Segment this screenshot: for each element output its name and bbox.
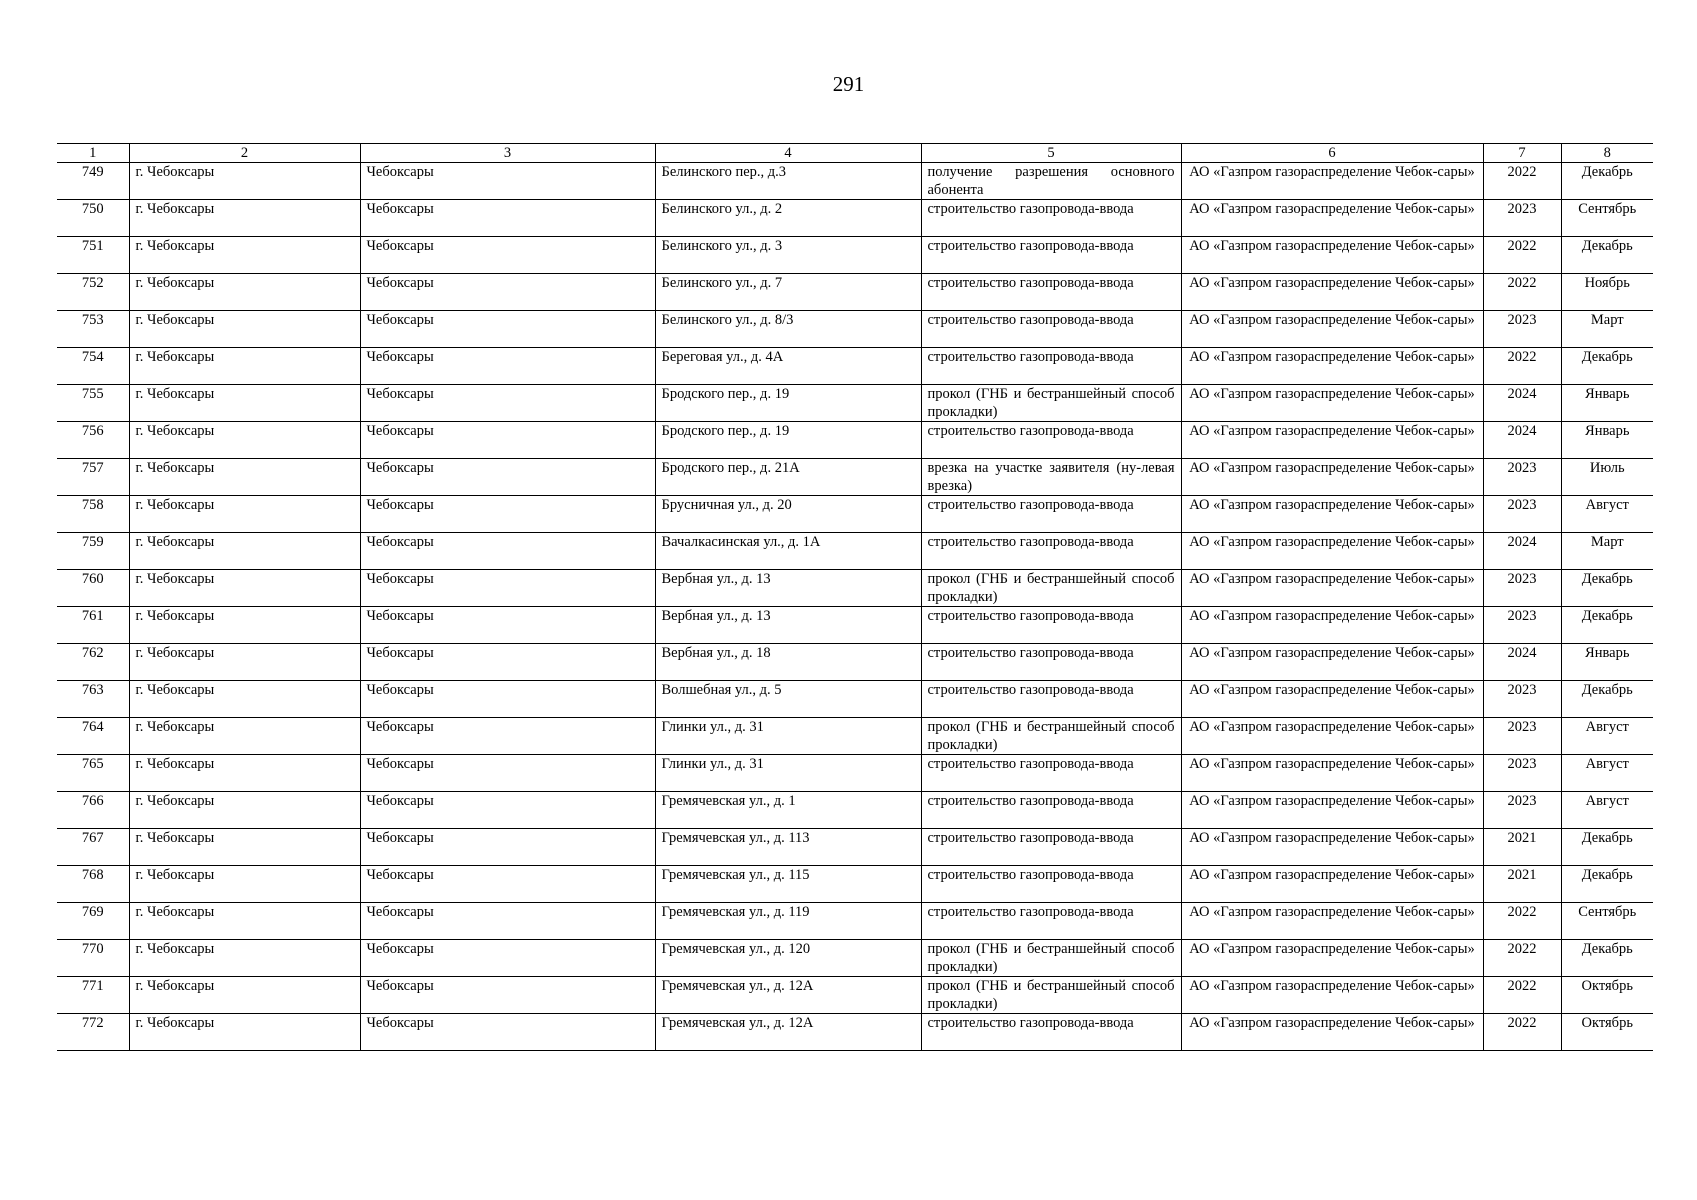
organization-cell: АО «Газпром газораспределение Чебок-сары» [1181,496,1483,533]
organization-cell: АО «Газпром газораспределение Чебок-сары» [1181,459,1483,496]
settlement-cell: Чебоксары [360,644,655,681]
month-cell: Декабрь [1561,940,1653,977]
address-cell: Белинского ул., д. 2 [655,200,921,237]
address-cell: Вачалкасинская ул., д. 1А [655,533,921,570]
organization-cell: АО «Газпром газораспределение Чебок-сары» [1181,200,1483,237]
row-number-cell: 756 [57,422,129,459]
district-cell: г. Чебоксары [129,200,360,237]
district-cell: г. Чебоксары [129,977,360,1014]
month-cell: Декабрь [1561,570,1653,607]
settlement-cell: Чебоксары [360,940,655,977]
address-cell: Гремячевская ул., д. 12А [655,977,921,1014]
address-cell: Глинки ул., д. 31 [655,755,921,792]
year-cell: 2021 [1483,829,1561,866]
column-number-header: 5 [921,144,1181,163]
organization-cell: АО «Газпром газораспределение Чебок-сары» [1181,940,1483,977]
organization-cell: АО «Газпром газораспределение Чебок-сары» [1181,977,1483,1014]
month-cell: Август [1561,496,1653,533]
organization-cell: АО «Газпром газораспределение Чебок-сары» [1181,274,1483,311]
year-cell: 2022 [1483,1014,1561,1051]
work-type-cell: прокол (ГНБ и бестраншейный способ прокладки) [921,570,1181,607]
row-number-cell: 749 [57,163,129,200]
organization-cell: АО «Газпром газораспределение Чебок-сары» [1181,422,1483,459]
district-cell: г. Чебоксары [129,311,360,348]
work-type-cell: строительство газопровода-ввода [921,533,1181,570]
work-type-cell: строительство газопровода-ввода [921,644,1181,681]
organization-cell: АО «Газпром газораспределение Чебок-сары» [1181,903,1483,940]
year-cell: 2022 [1483,977,1561,1014]
table-row [57,459,1653,496]
work-type-cell: прокол (ГНБ и бестраншейный способ прокладки) [921,940,1181,977]
year-cell: 2023 [1483,607,1561,644]
month-cell: Август [1561,718,1653,755]
work-type-cell: строительство газопровода-ввода [921,866,1181,903]
table-row [57,237,1653,274]
year-cell: 2023 [1483,792,1561,829]
work-type-cell: врезка на участке заявителя (ну-левая врезка) [921,459,1181,496]
work-type-cell: строительство газопровода-ввода [921,274,1181,311]
gasification-table [57,143,1653,1051]
district-cell: г. Чебоксары [129,681,360,718]
row-number-cell: 763 [57,681,129,718]
district-cell: г. Чебоксары [129,792,360,829]
work-type-cell: прокол (ГНБ и бестраншейный способ прокладки) [921,977,1181,1014]
table-row [57,311,1653,348]
page-number: 291 [832,72,865,96]
row-number-cell: 769 [57,903,129,940]
work-type-cell: строительство газопровода-ввода [921,792,1181,829]
year-cell: 2023 [1483,200,1561,237]
row-number-cell: 758 [57,496,129,533]
table-body [57,163,1653,1051]
address-cell: Гремячевская ул., д. 119 [655,903,921,940]
work-type-cell: строительство газопровода-ввода [921,1014,1181,1051]
work-type-cell: получение разрешения основного абонента [921,163,1181,200]
row-number-cell: 754 [57,348,129,385]
table-row [57,422,1653,459]
table-row [57,755,1653,792]
settlement-cell: Чебоксары [360,977,655,1014]
work-type-cell: строительство газопровода-ввода [921,422,1181,459]
column-number-header: 1 [57,144,129,163]
month-cell: Декабрь [1561,237,1653,274]
work-type-cell: строительство газопровода-ввода [921,200,1181,237]
column-number-header: 6 [1181,144,1483,163]
organization-cell: АО «Газпром газораспределение Чебок-сары» [1181,607,1483,644]
organization-cell: АО «Газпром газораспределение Чебок-сары» [1181,829,1483,866]
work-type-cell: строительство газопровода-ввода [921,607,1181,644]
row-number-cell: 760 [57,570,129,607]
month-cell: Июль [1561,459,1653,496]
year-cell: 2022 [1483,903,1561,940]
settlement-cell: Чебоксары [360,570,655,607]
row-number-cell: 770 [57,940,129,977]
column-number-header: 2 [129,144,360,163]
address-cell: Бродского пер., д. 21А [655,459,921,496]
row-number-cell: 750 [57,200,129,237]
year-cell: 2022 [1483,274,1561,311]
table-row [57,163,1653,200]
row-number-cell: 755 [57,385,129,422]
address-cell: Гремячевская ул., д. 1 [655,792,921,829]
address-cell: Береговая ул., д. 4А [655,348,921,385]
district-cell: г. Чебоксары [129,459,360,496]
district-cell: г. Чебоксары [129,533,360,570]
settlement-cell: Чебоксары [360,200,655,237]
table-row [57,718,1653,755]
table-row [57,496,1653,533]
address-cell: Гремячевская ул., д. 113 [655,829,921,866]
settlement-cell: Чебоксары [360,792,655,829]
month-cell: Август [1561,755,1653,792]
settlement-cell: Чебоксары [360,533,655,570]
organization-cell: АО «Газпром газораспределение Чебок-сары» [1181,644,1483,681]
year-cell: 2021 [1483,866,1561,903]
year-cell: 2022 [1483,237,1561,274]
address-cell: Бродского пер., д. 19 [655,422,921,459]
row-number-cell: 772 [57,1014,129,1051]
table-row [57,681,1653,718]
organization-cell: АО «Газпром газораспределение Чебок-сары» [1181,570,1483,607]
address-cell: Бродского пер., д. 19 [655,385,921,422]
address-cell: Глинки ул., д. 31 [655,718,921,755]
settlement-cell: Чебоксары [360,607,655,644]
row-number-cell: 762 [57,644,129,681]
year-cell: 2024 [1483,644,1561,681]
address-cell: Белинского ул., д. 3 [655,237,921,274]
work-type-cell: прокол (ГНБ и бестраншейный способ прокладки) [921,718,1181,755]
district-cell: г. Чебоксары [129,866,360,903]
settlement-cell: Чебоксары [360,459,655,496]
month-cell: Октябрь [1561,977,1653,1014]
table-row [57,533,1653,570]
address-cell: Гремячевская ул., д. 12А [655,1014,921,1051]
work-type-cell: строительство газопровода-ввода [921,681,1181,718]
settlement-cell: Чебоксары [360,718,655,755]
district-cell: г. Чебоксары [129,422,360,459]
district-cell: г. Чебоксары [129,385,360,422]
district-cell: г. Чебоксары [129,496,360,533]
table-row [57,903,1653,940]
work-type-cell: строительство газопровода-ввода [921,829,1181,866]
table-row [57,644,1653,681]
address-cell: Белинского пер., д.3 [655,163,921,200]
month-cell: Сентябрь [1561,903,1653,940]
district-cell: г. Чебоксары [129,644,360,681]
month-cell: Декабрь [1561,163,1653,200]
year-cell: 2022 [1483,940,1561,977]
row-number-cell: 765 [57,755,129,792]
address-cell: Вербная ул., д. 18 [655,644,921,681]
district-cell: г. Чебоксары [129,755,360,792]
address-cell: Вербная ул., д. 13 [655,607,921,644]
year-cell: 2022 [1483,348,1561,385]
organization-cell: АО «Газпром газораспределение Чебок-сары» [1181,348,1483,385]
column-number-header: 8 [1561,144,1653,163]
settlement-cell: Чебоксары [360,163,655,200]
settlement-cell: Чебоксары [360,385,655,422]
organization-cell: АО «Газпром газораспределение Чебок-сары» [1181,866,1483,903]
table-row [57,977,1653,1014]
settlement-cell: Чебоксары [360,903,655,940]
settlement-cell: Чебоксары [360,274,655,311]
year-cell: 2024 [1483,533,1561,570]
settlement-cell: Чебоксары [360,1014,655,1051]
district-cell: г. Чебоксары [129,274,360,311]
year-cell: 2023 [1483,570,1561,607]
row-number-cell: 759 [57,533,129,570]
address-cell: Вербная ул., д. 13 [655,570,921,607]
year-cell: 2024 [1483,422,1561,459]
work-type-cell: строительство газопровода-ввода [921,348,1181,385]
table-row [57,348,1653,385]
year-cell: 2022 [1483,163,1561,200]
year-cell: 2024 [1483,385,1561,422]
table-row [57,200,1653,237]
row-number-cell: 768 [57,866,129,903]
year-cell: 2023 [1483,718,1561,755]
table-row [57,866,1653,903]
settlement-cell: Чебоксары [360,422,655,459]
address-cell: Белинского ул., д. 8/3 [655,311,921,348]
row-number-cell: 767 [57,829,129,866]
district-cell: г. Чебоксары [129,718,360,755]
row-number-cell: 757 [57,459,129,496]
table-row [57,607,1653,644]
settlement-cell: Чебоксары [360,348,655,385]
district-cell: г. Чебоксары [129,903,360,940]
column-number-header: 7 [1483,144,1561,163]
work-type-cell: строительство газопровода-ввода [921,755,1181,792]
settlement-cell: Чебоксары [360,681,655,718]
column-number-header: 4 [655,144,921,163]
year-cell: 2023 [1483,681,1561,718]
row-number-cell: 761 [57,607,129,644]
month-cell: Январь [1561,644,1653,681]
table-row [57,274,1653,311]
organization-cell: АО «Газпром газораспределение Чебок-сары» [1181,718,1483,755]
column-number-row [57,144,1653,163]
work-type-cell: строительство газопровода-ввода [921,496,1181,533]
organization-cell: АО «Газпром газораспределение Чебок-сары» [1181,755,1483,792]
organization-cell: АО «Газпром газораспределение Чебок-сары» [1181,163,1483,200]
district-cell: г. Чебоксары [129,940,360,977]
organization-cell: АО «Газпром газораспределение Чебок-сары» [1181,1014,1483,1051]
address-cell: Белинского ул., д. 7 [655,274,921,311]
month-cell: Март [1561,311,1653,348]
row-number-cell: 751 [57,237,129,274]
settlement-cell: Чебоксары [360,866,655,903]
district-cell: г. Чебоксары [129,237,360,274]
table-row [57,570,1653,607]
year-cell: 2023 [1483,311,1561,348]
district-cell: г. Чебоксары [129,163,360,200]
year-cell: 2023 [1483,459,1561,496]
work-type-cell: строительство газопровода-ввода [921,311,1181,348]
month-cell: Декабрь [1561,348,1653,385]
month-cell: Январь [1561,385,1653,422]
table-row [57,940,1653,977]
district-cell: г. Чебоксары [129,570,360,607]
work-type-cell: строительство газопровода-ввода [921,237,1181,274]
month-cell: Декабрь [1561,829,1653,866]
organization-cell: АО «Газпром газораспределение Чебок-сары» [1181,237,1483,274]
row-number-cell: 764 [57,718,129,755]
district-cell: г. Чебоксары [129,829,360,866]
row-number-cell: 771 [57,977,129,1014]
month-cell: Август [1561,792,1653,829]
table-row [57,792,1653,829]
row-number-cell: 766 [57,792,129,829]
table-row [57,829,1653,866]
address-cell: Брусничная ул., д. 20 [655,496,921,533]
year-cell: 2023 [1483,755,1561,792]
month-cell: Октябрь [1561,1014,1653,1051]
year-cell: 2023 [1483,496,1561,533]
month-cell: Декабрь [1561,681,1653,718]
organization-cell: АО «Газпром газораспределение Чебок-сары» [1181,385,1483,422]
settlement-cell: Чебоксары [360,755,655,792]
month-cell: Март [1561,533,1653,570]
settlement-cell: Чебоксары [360,237,655,274]
month-cell: Ноябрь [1561,274,1653,311]
column-number-header: 3 [360,144,655,163]
month-cell: Январь [1561,422,1653,459]
table-row [57,385,1653,422]
organization-cell: АО «Газпром газораспределение Чебок-сары» [1181,792,1483,829]
month-cell: Декабрь [1561,607,1653,644]
month-cell: Сентябрь [1561,200,1653,237]
district-cell: г. Чебоксары [129,348,360,385]
work-type-cell: прокол (ГНБ и бестраншейный способ прокладки) [921,385,1181,422]
address-cell: Гремячевская ул., д. 120 [655,940,921,977]
settlement-cell: Чебоксары [360,496,655,533]
table-row [57,1014,1653,1051]
address-cell: Волшебная ул., д. 5 [655,681,921,718]
address-cell: Гремячевская ул., д. 115 [655,866,921,903]
district-cell: г. Чебоксары [129,607,360,644]
row-number-cell: 752 [57,274,129,311]
month-cell: Декабрь [1561,866,1653,903]
organization-cell: АО «Газпром газораспределение Чебок-сары» [1181,681,1483,718]
district-cell: г. Чебоксары [129,1014,360,1051]
settlement-cell: Чебоксары [360,311,655,348]
settlement-cell: Чебоксары [360,829,655,866]
work-type-cell: строительство газопровода-ввода [921,903,1181,940]
organization-cell: АО «Газпром газораспределение Чебок-сары» [1181,533,1483,570]
organization-cell: АО «Газпром газораспределение Чебок-сары» [1181,311,1483,348]
row-number-cell: 753 [57,311,129,348]
